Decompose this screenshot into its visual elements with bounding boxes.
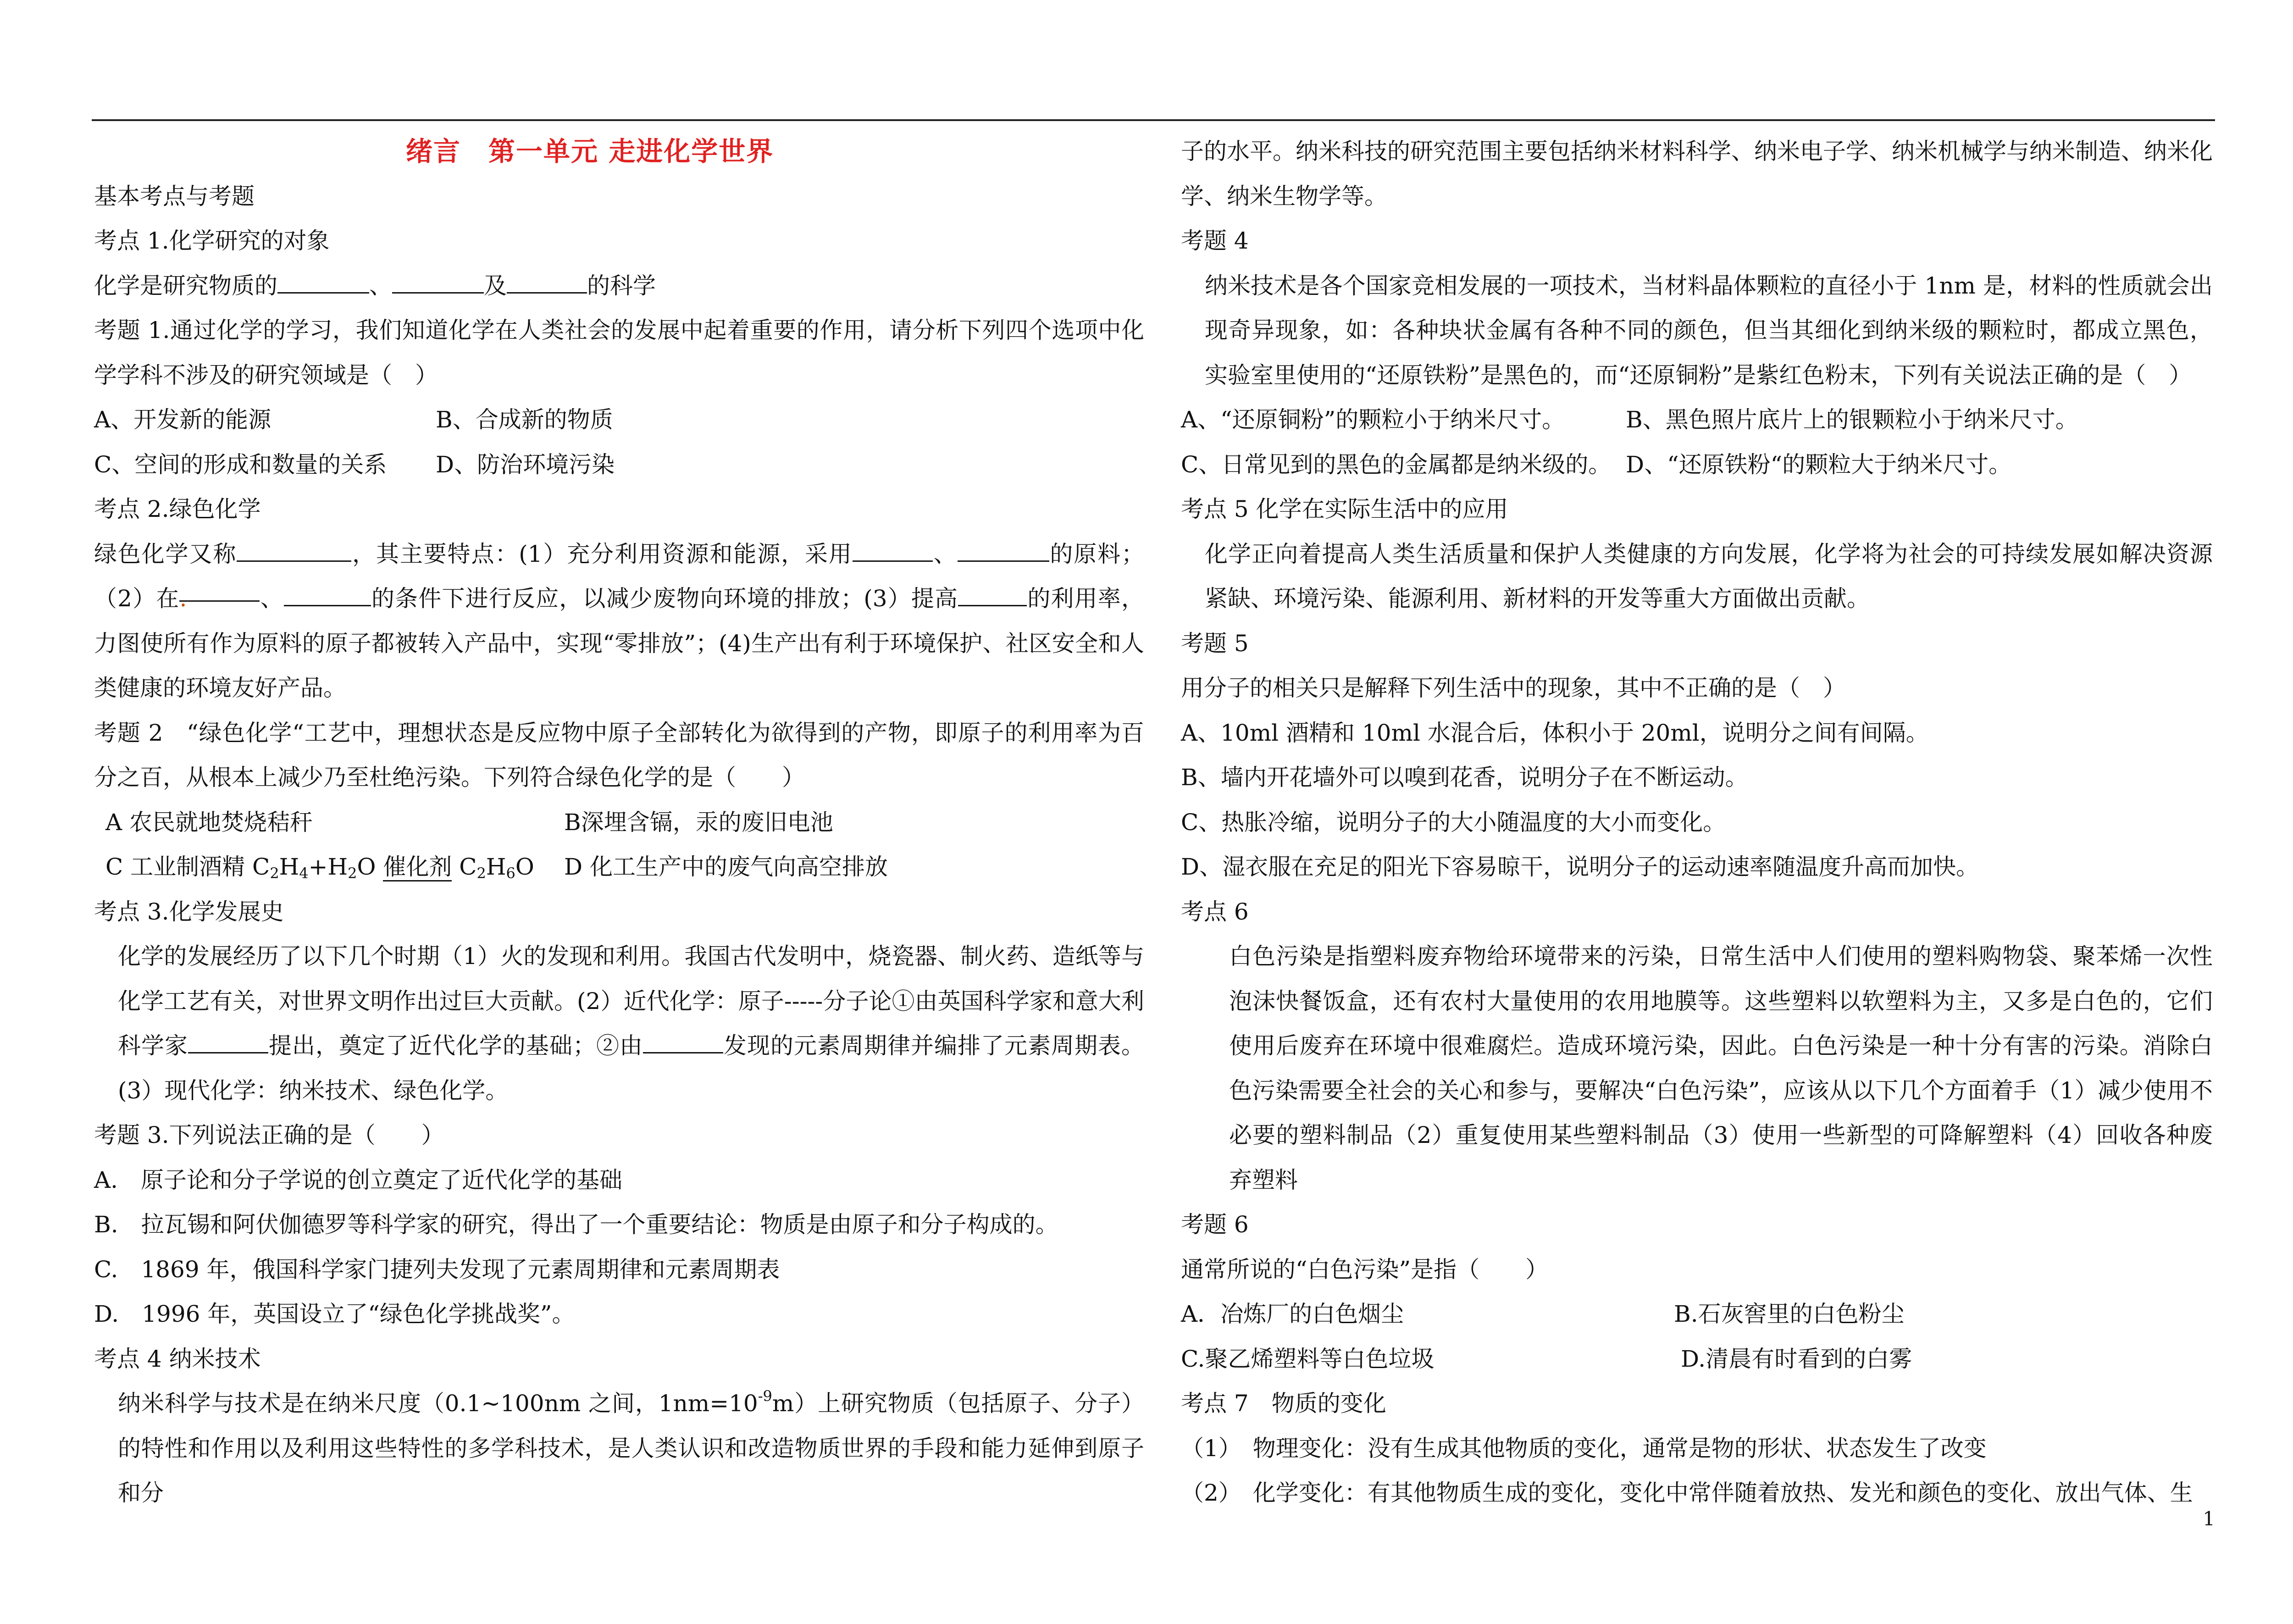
question-5-option-b: B、墙内开花墙外可以嗅到花香，说明分子在不断运动。 [1181,764,1748,791]
blank [958,537,1049,562]
physical-change-line: （1） 物理变化：没有生成其他物质的变化，通常是物的形状、状态发生了改变 [1181,1435,1987,1462]
blank [853,537,933,562]
blank [237,537,351,562]
question-1-options-cd: C、空间的形成和数量的关系 D、防治环境污染 [94,451,615,478]
question-5-option-c: C、热胀冷缩，说明分子的大小随温度的大小而变化。 [1181,809,1726,836]
question-6-heading: 考题 6 [1181,1211,1249,1238]
history-paragraph: 化学的发展经历了以下几个时期（1）火的发现和利用。我国古代发明中，烧瓷器、制火药、造纸等与化学工艺有关，对世界文明作出过巨大贡献。(2）近代化学：原子-----分子论①由英国科学家和意大利科学家 提出，奠定了近代化学的基础；②由 发现的元素周期律并编排了元素周期表。(3）现代化学：纳米技术、绿色化学。 [118,943,1144,1104]
left-column [94,129,1144,1516]
blank: . [179,576,260,602]
question-3-option-d: D. 1996 年，英国设立了“绿色化学挑战奖”。 [94,1301,575,1327]
chemical-change-line: （2） 化学变化：有其他物质生成的变化，变化中常伴随着放热、发光和颜色的变化、放出气体、生 [1181,1480,2193,1506]
section-heading: 基本考点与考题 [94,183,255,210]
topic-7-heading: 考点 7 物质的变化 [1181,1390,1386,1417]
page-title: 绪言 第一单元 走进化学世界 [406,136,774,167]
white-pollution-paragraph: 白色污染是指塑料废弃物给环境带来的污染，日常生活中人们使用的塑料购物袋、聚苯烯一次性泡沫快餐饭盒，还有农村大量使用的农用地膜等。这些塑料以软塑料为主，又多是白色的，它们使用后废弃在环境中很难腐烂。造成环境污染，因此。白色污染是一种十分有害的污染。消除白色污染需要全社会的关心和参与，要解决“白色污染”，应该从以下几个方面着手（1）减少使用不必要的塑料制品（2）重复使用某些塑料制品（3）使用一些新型的可降解塑料（4）回收各种废弃塑料 [1229,943,2213,1193]
green-chemistry-paragraph: 绿色化学又称 ，其主要特点：(1）充分利用资源和能源，采用 、 的原料；（2）在. 、 的条件下进行反应，以减少废物向环境的排放；(3）提高 的利用率，力图使所有作为原料的原子都被转入产品中，实现“零排放”；(4)生产出有利于环境保护、社区安全和人类健康的环境友好产品。 [94,532,1144,711]
topic-1-heading: 考点 1.化学研究的对象 [94,227,330,254]
topic-5-paragraph: 化学正向着提高人类生活质量和保护人类健康的方向发展，化学将为社会的可持续发展如解决资源紧缺、环境污染、能源利用、新材料的开发等重大方面做出贡献。 [1205,540,2213,612]
blank [188,1028,268,1053]
question-1-options-ab: A、开发新的能源 B、合成新的物质 [94,406,613,433]
question-3: 考题 3.下列说法正确的是（ ） [94,1122,444,1148]
nano-paragraph-continued: 子的水平。纳米科技的研究范围主要包括纳米材料科学、纳米电子学、纳米机械学与纳米制造、纳米化学、纳米生物学等。 [1181,138,2213,210]
right-column [1181,129,2213,1516]
question-5-option-a: A、10ml 酒精和 10ml 水混合后，体积小于 20ml，说明分之间有间隔。 [1181,719,1929,746]
question-3-option-b: B. 拉瓦锡和阿伏伽德罗等科学家的研究，得出了一个重要结论：物质是由原子和分子构成的。 [94,1211,1058,1238]
blank [284,581,371,606]
topic-5-heading: 考点 5 化学在实际生活中的应用 [1181,496,1508,522]
question-5-option-d: D、湿衣服在充足的阳光下容易晾干，说明分子的运动速率随温度升高而加快。 [1181,854,1979,880]
question-5: 用分子的相关只是解释下列生活中的现象，其中不正确的是（ ） [1181,675,1846,701]
question-3-option-c: C. 1869 年，俄国科学家门捷列夫发现了元素周期律和元素周期表 [94,1256,780,1283]
question-5-heading: 考题 5 [1181,630,1249,657]
question-1: 考题 1.通过化学的学习，我们知道化学在人类社会的发展中起着重要的作用，请分析下列四个选项中化学学科不涉及的研究领域是（ ） [94,317,1144,388]
question-3-option-a: A. 原子论和分子学说的创立奠定了近代化学的基础 [94,1166,623,1193]
page-number: 1 [2203,1508,2215,1530]
option-c-formula: C 工业制酒精 $C_2H_4+H_2O$ 催化剂 $C_2H_6O$ [105,854,534,882]
question-6-options-ab: A．冶炼厂的白色烟尘 B.石灰窖里的白色粉尘 [1181,1301,1905,1327]
header-rule [92,119,2215,121]
question-2: 考题 2 “绿色化学“工艺中，理想状态是反应物中原子全部转化为欲得到的产物，即原子的利用率为百分之百，从根本上减少乃至杜绝污染。下列符合绿色化学的是（ ） [94,719,1144,791]
blank [392,268,484,294]
topic-4-heading: 考点 4 纳米技术 [94,1345,261,1372]
topic-1-fill-blank: 化学是研究物质的 、 及 的科学 [94,264,1144,309]
question-2-options-cd: C 工业制酒精 $C_2H_4+H_2O$ 催化剂 $C_2H_6O$ D 化工生产中的废气向高空排放 [94,845,1144,890]
catalyst-label: 催化剂 [383,854,452,881]
question-2-options-ab: A 农民就地焚烧秸秆 B深埋含镉，汞的废旧电池 [105,809,833,836]
question-6: 通常所说的“白色污染”是指（ ） [1181,1256,1549,1283]
blank [277,268,369,294]
question-4: 纳米技术是各个国家竞相发展的一项技术，当材料晶体颗粒的直径小于 1nm 是，材料的性质就会出现奇异现象，如：各种块状金属有各种不同的颜色，但当其细化到纳米级的颗粒时，都成立黑色，实验室里使用的“还原铁粉”是黑色的，而“还原铜粉”是紫红色粉末，下列有关说法正确的是（ ） [1205,272,2213,388]
topic-6-heading: 考点 6 [1181,898,1249,925]
topic-2-heading: 考点 2.绿色化学 [94,496,261,522]
question-4-options-ab: A、“还原铜粉”的颗粒小于纳米尺寸。 B、黑色照片底片上的银颗粒小于纳米尺寸。 [1181,406,2078,433]
question-4-heading: 考题 4 [1181,227,1249,254]
question-6-options-cd: C.聚乙烯塑料等白色垃圾 D.清晨有时看到的白雾 [1181,1345,1912,1372]
blank [507,268,587,294]
topic-3-heading: 考点 3.化学发展史 [94,898,284,925]
question-4-options-cd: C、日常见到的黑色的金属都是纳米级的。 D、“还原铁粉“的颗粒大于纳米尺寸。 [1181,451,2012,478]
blank [958,581,1027,606]
nano-paragraph: 纳米科学与技术是在纳米尺度（0.1~100nm 之间，$1nm=10^{-9}m$）上研究物质（包括原子、分子）的特性和作用以及利用这些特性的多学科技术，是人类认识和改造物质世界的手段和能力延伸到原子和分 [118,1387,1145,1506]
blank [643,1028,723,1053]
